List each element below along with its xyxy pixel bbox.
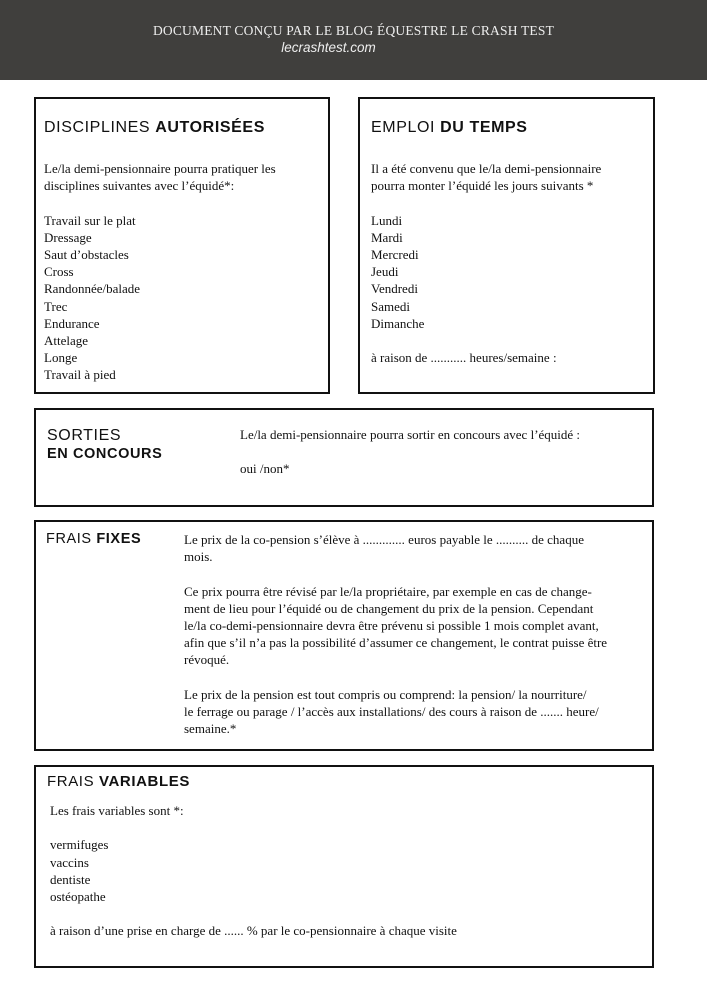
day-item: Jeudi bbox=[371, 264, 399, 280]
section-title: FRAIS FIXES bbox=[46, 531, 142, 547]
prise-en-charge: à raison d’une prise en charge de ...... % par le co-pensionnaire à chaque visite bbox=[50, 923, 457, 939]
header-site: lecrashtest.com bbox=[281, 40, 376, 55]
discipline-item: Travail sur le plat bbox=[44, 212, 136, 228]
day-item: Vendredi bbox=[371, 281, 418, 297]
paragraph-line: mois. bbox=[184, 549, 213, 565]
frais-variables-section bbox=[34, 765, 654, 968]
discipline-item: Travail à pied bbox=[44, 367, 116, 383]
intro-line: pourra monter l’équidé les jours suivants * bbox=[371, 178, 594, 194]
day-item: Lundi bbox=[371, 212, 403, 228]
discipline-item: Saut d’obstacles bbox=[44, 247, 129, 262]
section-title: SORTIES EN CONCOURS bbox=[47, 427, 163, 462]
frais-variable-item: vaccins bbox=[50, 854, 89, 870]
page-header bbox=[0, 0, 707, 80]
hours-per-week: à raison de ........... heures/semaine : bbox=[371, 350, 557, 366]
paragraph-line: révoqué. bbox=[184, 652, 230, 668]
oui-non-choice: oui /non* bbox=[240, 461, 290, 477]
paragraph-line: ment de lieu pour l’équidé ou de changement du prix de la pension. Cependant bbox=[184, 600, 594, 616]
frais-variable-item: ostéopathe bbox=[50, 889, 106, 904]
frais-variable-item: vermifuges bbox=[50, 837, 109, 853]
section-title: EMPLOI DU TEMPS bbox=[371, 119, 528, 136]
section-title: FRAIS VARIABLES bbox=[47, 773, 190, 790]
discipline-item: Endurance bbox=[44, 315, 100, 331]
paragraph-line: afin que s’il n’a pas la possibilité d’assumer ce changement, le contrat puisse être bbox=[184, 635, 608, 651]
paragraph-line: Le prix de la co-pension s’élève à ............. euros payable le .......... de chaque bbox=[184, 532, 584, 547]
emploi-du-temps-section bbox=[358, 97, 655, 394]
discipline-item: Longe bbox=[44, 350, 78, 366]
paragraph-line: semaine.* bbox=[184, 721, 237, 737]
discipline-item: Trec bbox=[44, 298, 68, 314]
intro-line: disciplines suivantes avec l’équidé*: bbox=[44, 178, 235, 194]
discipline-item: Attelage bbox=[44, 333, 89, 349]
paragraph-line: Le prix de la pension est tout compris ou comprend: la pension/ la nourriture/ bbox=[184, 686, 587, 702]
section-title: DISCIPLINES AUTORISÉES bbox=[44, 119, 265, 136]
paragraph-line: Ce prix pourra être révisé par le/la propriétaire, par exemple en cas de change- bbox=[184, 583, 592, 599]
day-item: Dimanche bbox=[371, 315, 425, 331]
day-item: Mardi bbox=[371, 229, 403, 245]
intro-line: Les frais variables sont *: bbox=[50, 803, 184, 818]
discipline-item: Randonnée/balade bbox=[44, 281, 141, 297]
day-item: Samedi bbox=[371, 298, 410, 314]
paragraph-line: le ferrage ou parage / l’accès aux installations/ des cours à raison de ....... heure/ bbox=[184, 704, 599, 719]
intro-line: Il a été convenu que le/la demi-pensionnaire bbox=[371, 161, 602, 176]
header-title: DOCUMENT CONÇU PAR LE BLOG ÉQUESTRE LE CRASH TEST bbox=[152, 23, 555, 38]
intro-line: Le/la demi-pensionnaire pourra pratiquer les bbox=[44, 161, 276, 176]
day-item: Mercredi bbox=[371, 247, 419, 262]
frais-variable-item: dentiste bbox=[50, 871, 91, 887]
disciplines-section bbox=[34, 97, 330, 394]
discipline-item: Cross bbox=[44, 264, 74, 280]
discipline-item: Dressage bbox=[44, 229, 92, 245]
sorties-text: Le/la demi-pensionnaire pourra sortir en concours avec l’équidé : bbox=[240, 427, 581, 442]
paragraph-line: le/la co-demi-pensionnaire devra être prévenu si possible 1 mois complet avant, bbox=[184, 618, 599, 633]
frais-fixes-section bbox=[34, 520, 654, 751]
sorties-section bbox=[34, 408, 654, 507]
